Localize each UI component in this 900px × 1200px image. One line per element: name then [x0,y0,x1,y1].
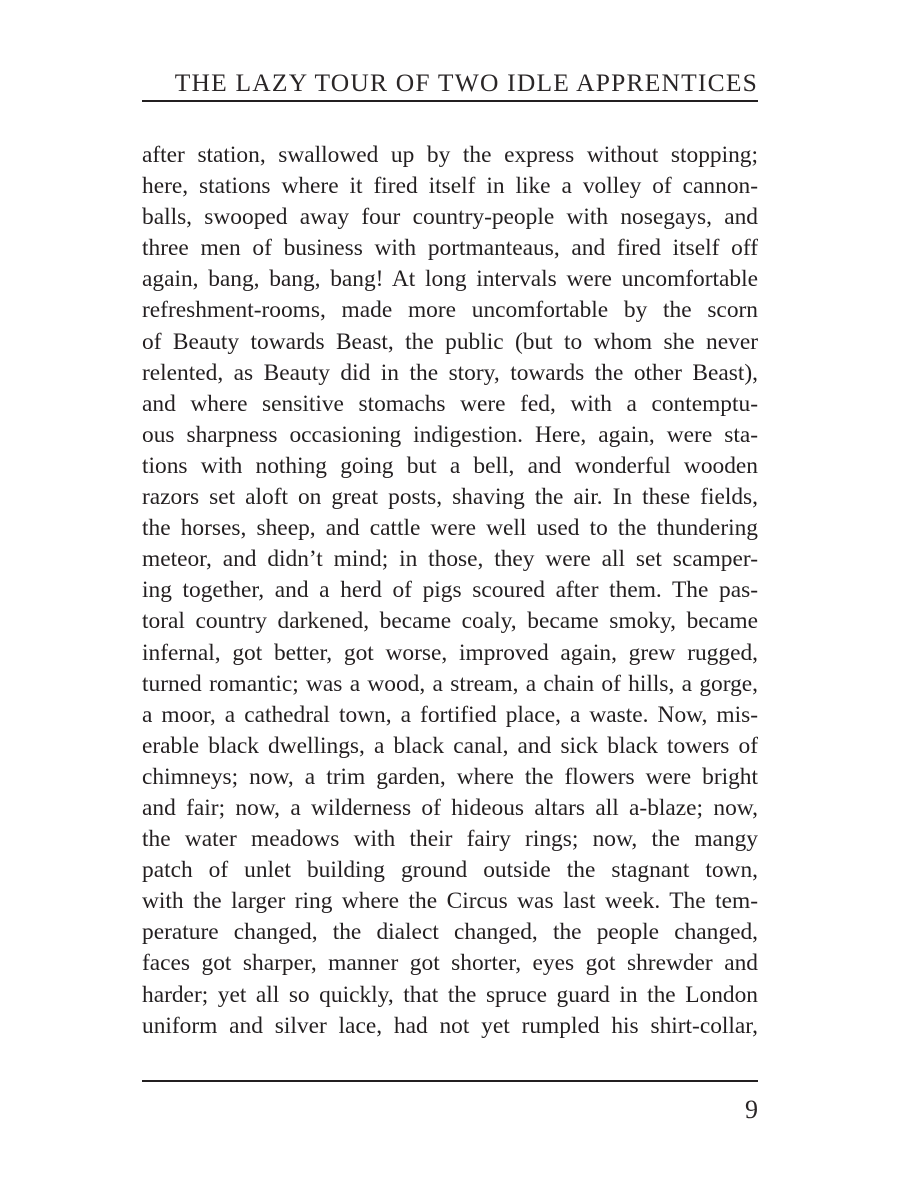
text-line: patch of unlet building ground outside the stagnant town, [142,857,758,884]
text-line: with the larger ring where the Circus was last week. The tem- [142,888,758,915]
text-line: faces got sharper, manner got shorter, eyes got shrewder and [142,950,758,977]
text-line: ous sharpness occasioning indigestion. Here, again, were sta- [142,421,758,448]
text-line: the water meadows with their fairy rings; now, the mangy [142,826,758,853]
text-line: three men of business with portmanteaus, and fired itself off [142,235,758,262]
text-line: razors set aloft on great posts, shaving the air. In these fields, [142,484,758,511]
text-line: here, stations where it fired itself in like a volley of cannon- [142,173,758,200]
text-line: and fair; now, a wilderness of hideous altars all a-blaze; now, [142,794,758,821]
text-line: meteor, and didn’t mind; in those, they were all set scamper- [142,546,758,573]
text-line: balls, swooped away four country-people with nosegays, and [142,204,758,231]
text-line: perature changed, the dialect changed, the people changed, [142,919,758,946]
text-line: erable black dwellings, a black canal, and sick black towers of [142,732,758,759]
text-line: of Beauty towards Beast, the public (but to whom she never [142,328,758,355]
text-line: ing together, and a herd of pigs scoured after them. The pas- [142,577,758,604]
text-line: uniform and silver lace, had not yet rumpled his shirt-collar, [142,1012,758,1039]
header-rule [142,100,758,102]
body-text [142,140,758,1042]
text-line: refreshment-rooms, made more uncomfortable by the scorn [142,297,758,324]
text-line: again, bang, bang, bang! At long intervals were uncomfortable [142,266,758,293]
text-line: turned romantic; was a wood, a stream, a chain of hills, a gorge, [142,670,758,697]
text-line: relented, as Beauty did in the story, towards the other Beast), [142,359,758,386]
text-line: infernal, got better, got worse, improved again, grew rugged, [142,639,758,666]
text-line: chimneys; now, a trim garden, where the flowers were bright [142,763,758,790]
text-line: the horses, sheep, and cattle were well used to the thundering [142,515,758,542]
page-number: 9 [745,1095,758,1124]
text-line: harder; yet all so quickly, that the spruce guard in the London [142,981,758,1008]
text-line: and where sensitive stomachs were fed, with a contemptu- [142,390,758,417]
text-line: after station, swallowed up by the express without stopping; [142,142,758,168]
text-line: toral country darkened, became coaly, became smoky, became [142,608,758,635]
running-title: THE LAZY TOUR OF TWO IDLE APPRENTICES [174,68,758,97]
footer-rule [142,1080,758,1082]
text-line: tions with nothing going but a bell, and wonderful wooden [142,452,758,479]
text-line: a moor, a cathedral town, a fortified place, a waste. Now, mis- [142,701,758,728]
